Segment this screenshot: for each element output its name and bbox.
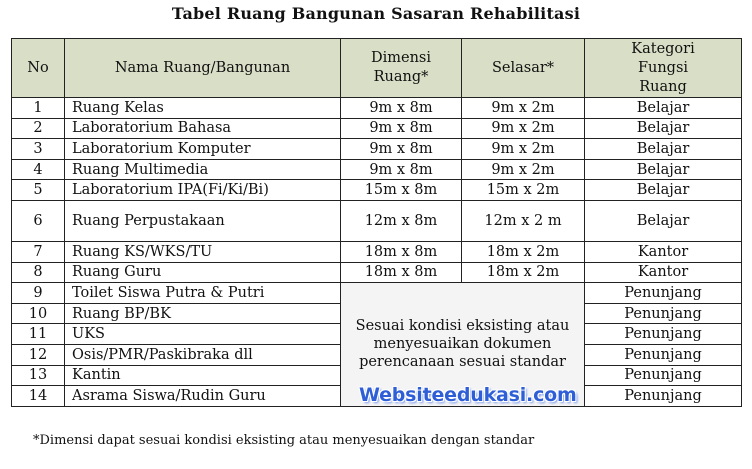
table-row <box>12 159 742 180</box>
cell-nama: Osis/PMR/Paskibraka dll <box>65 344 341 365</box>
cell-no: 11 <box>12 324 65 345</box>
cell-dimensi: 9m x 8m <box>341 159 462 180</box>
table-row <box>12 283 742 304</box>
cell-no: 3 <box>12 139 65 160</box>
table-row <box>12 139 742 160</box>
cell-no: 4 <box>12 159 65 180</box>
table-title: Tabel Ruang Bangunan Sasaran Rehabilitasi <box>171 4 581 23</box>
cell-kategori: Penunjang <box>585 365 742 386</box>
cell-nama: Asrama Siswa/Rudin Guru <box>65 386 341 407</box>
cell-nama: Kantin <box>65 365 341 386</box>
cell-no: 1 <box>12 98 65 119</box>
cell-nama: Ruang Kelas <box>65 98 341 119</box>
cell-no: 5 <box>12 180 65 201</box>
cell-kategori: Belajar <box>585 98 742 119</box>
cell-selasar: 12m x 2 m <box>462 200 585 241</box>
cell-selasar: 15m x 2m <box>462 180 585 201</box>
cell-nama: Ruang Perpustakaan <box>65 200 341 241</box>
cell-nama: Ruang KS/WKS/TU <box>65 241 341 262</box>
header-dimensi: Dimensi Ruang* <box>341 39 462 98</box>
cell-nama: Laboratorium IPA(Fi/Ki/Bi) <box>65 180 341 201</box>
header-no: No <box>12 39 65 98</box>
cell-nama: Toilet Siswa Putra & Putri <box>65 283 341 304</box>
cell-kategori: Belajar <box>585 139 742 160</box>
table-row <box>12 200 742 241</box>
footnote: *Dimensi dapat sesuai kondisi eksisting atau menyesuaikan dengan standar <box>33 433 535 448</box>
cell-kategori: Penunjang <box>585 344 742 365</box>
merged-note: Sesuai kondisi eksisting atau menyesuaikan dokumen perencanaan sesuai standar <box>355 318 570 371</box>
cell-dimensi: 9m x 8m <box>341 98 462 119</box>
cell-no: 14 <box>12 386 65 407</box>
cell-selasar: 18m x 2m <box>462 262 585 283</box>
table-row <box>12 118 742 139</box>
cell-selasar: 18m x 2m <box>462 241 585 262</box>
table-row <box>12 241 742 262</box>
cell-no: 9 <box>12 283 65 304</box>
cell-kategori: Kantor <box>585 241 742 262</box>
table-row <box>12 98 742 119</box>
cell-dimensi: 15m x 8m <box>341 180 462 201</box>
cell-selasar: 9m x 2m <box>462 139 585 160</box>
cell-dimensi: 18m x 8m <box>341 262 462 283</box>
cell-nama: Laboratorium Komputer <box>65 139 341 160</box>
cell-kategori: Penunjang <box>585 386 742 407</box>
cell-kategori: Belajar <box>585 200 742 241</box>
header-row <box>12 39 742 98</box>
table-row <box>12 180 742 201</box>
cell-kategori: Belajar <box>585 159 742 180</box>
cell-dimensi: 12m x 8m <box>341 200 462 241</box>
cell-no: 2 <box>12 118 65 139</box>
cell-nama: Ruang Multimedia <box>65 159 341 180</box>
watermark-logo: Websiteedukasi.com <box>359 383 577 406</box>
room-table <box>11 38 742 407</box>
cell-kategori: Penunjang <box>585 303 742 324</box>
cell-kategori: Penunjang <box>585 283 742 304</box>
cell-no: 8 <box>12 262 65 283</box>
cell-no: 6 <box>12 200 65 241</box>
header-nama: Nama Ruang/Bangunan <box>65 39 341 98</box>
cell-kategori: Belajar <box>585 180 742 201</box>
cell-no: 7 <box>12 241 65 262</box>
cell-kategori: Kantor <box>585 262 742 283</box>
table-row <box>12 262 742 283</box>
cell-nama: Laboratorium Bahasa <box>65 118 341 139</box>
header-selasar: Selasar* <box>462 39 585 98</box>
cell-selasar: 9m x 2m <box>462 98 585 119</box>
cell-kategori: Belajar <box>585 118 742 139</box>
cell-nama: Ruang Guru <box>65 262 341 283</box>
cell-kategori: Penunjang <box>585 324 742 345</box>
header-kategori: Kategori Fungsi Ruang <box>585 39 742 98</box>
cell-no: 12 <box>12 344 65 365</box>
cell-selasar: 9m x 2m <box>462 159 585 180</box>
cell-nama: UKS <box>65 324 341 345</box>
cell-no: 10 <box>12 303 65 324</box>
cell-no: 13 <box>12 365 65 386</box>
cell-nama: Ruang BP/BK <box>65 303 341 324</box>
merged-note-cell <box>341 283 585 407</box>
cell-dimensi: 9m x 8m <box>341 118 462 139</box>
cell-selasar: 9m x 2m <box>462 118 585 139</box>
cell-dimensi: 9m x 8m <box>341 139 462 160</box>
cell-dimensi: 18m x 8m <box>341 241 462 262</box>
